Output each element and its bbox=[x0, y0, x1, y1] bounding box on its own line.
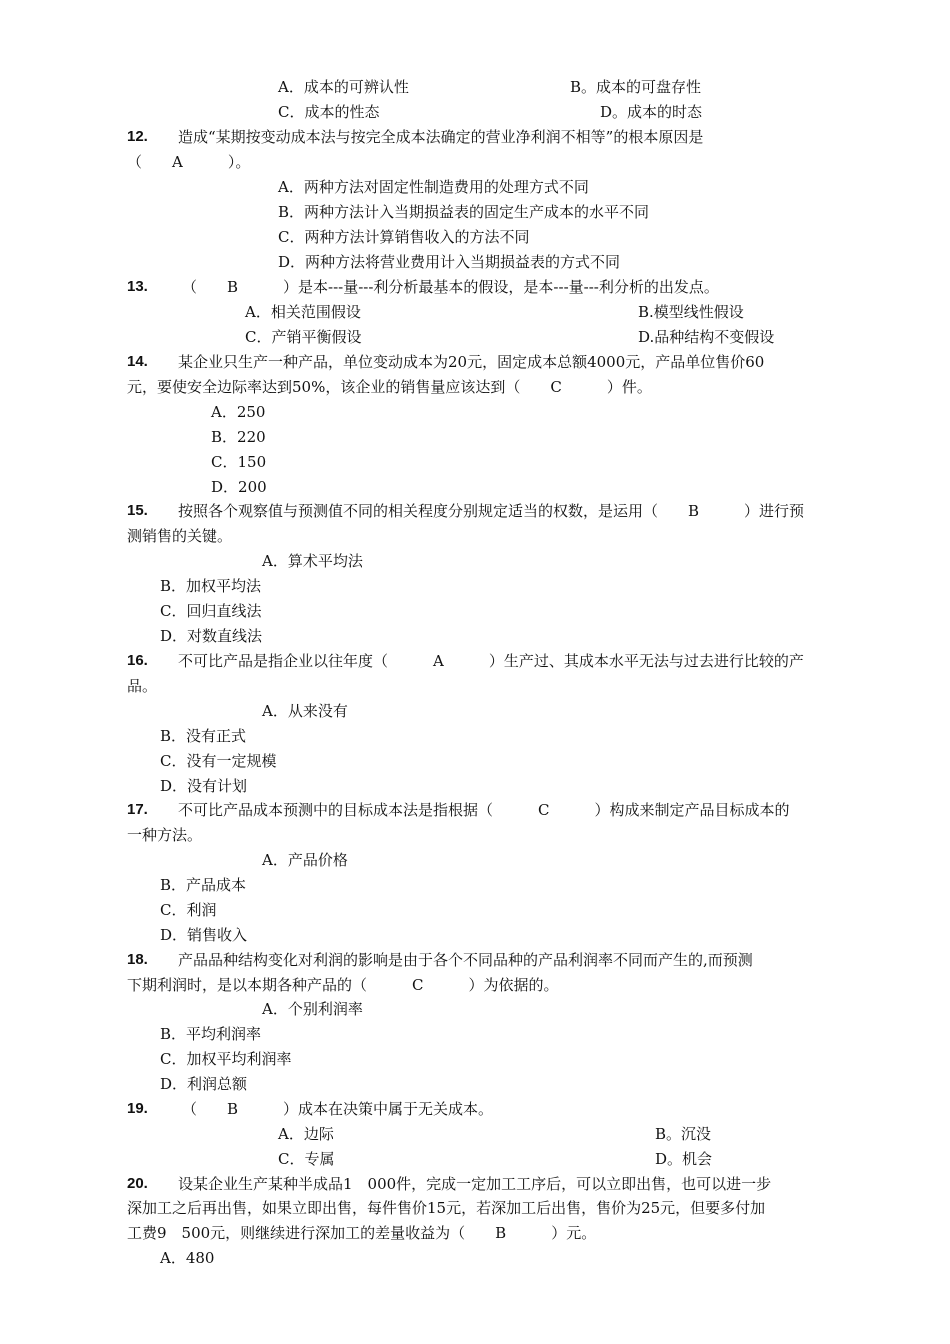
question-number-18: 18. bbox=[127, 951, 148, 968]
option-13c: C．产销平衡假设 bbox=[245, 328, 362, 346]
question-number-19: 19. bbox=[127, 1100, 148, 1117]
question-number-13: 13. bbox=[127, 278, 148, 295]
question-14-text-cont: 元，要使安全边际率达到50%，该企业的销售量应该达到（ C ）件。 bbox=[127, 378, 652, 396]
question-19-text: （ B ）成本在决策中属于无关成本。 bbox=[182, 1100, 494, 1118]
option-11c: C．成本的性态 bbox=[278, 103, 380, 121]
option-14a: A．250 bbox=[211, 403, 266, 421]
question-number-20: 20. bbox=[127, 1175, 148, 1192]
question-13-text: （ B ）是本---量---利分析最基本的假设，是本---量---利分析的出发点。 bbox=[182, 278, 719, 296]
option-19d: D。机会 bbox=[655, 1150, 713, 1168]
option-11a: A．成本的可辨认性 bbox=[278, 78, 409, 96]
question-12-text: 造成“某期按变动成本法与按完全成本法确定的营业净利润不相等”的根本原因是 bbox=[178, 128, 704, 146]
question-17-text: 不可比产品成本预测中的目标成本法是指根据（ C ）构成来制定产品目标成本的 bbox=[178, 801, 790, 819]
question-15-text: 按照各个观察值与预测值不同的相关程度分别规定适当的权数，是运用（ B ）进行预 bbox=[178, 502, 805, 520]
option-18d: D．利润总额 bbox=[160, 1075, 248, 1093]
question-number-14: 14. bbox=[127, 353, 148, 370]
option-14b: B．220 bbox=[211, 428, 266, 446]
option-18b: B．平均利润率 bbox=[160, 1025, 262, 1043]
option-17a: A．产品价格 bbox=[262, 851, 348, 869]
option-18c: C．加权平均利润率 bbox=[160, 1050, 292, 1068]
option-17b: B．产品成本 bbox=[160, 876, 247, 894]
option-16a: A．从来没有 bbox=[262, 702, 348, 720]
question-20-text-cont-1: 深加工之后再出售，如果立即出售，每件售价15元，若深加工后出售，售价为25元，但要多付加 bbox=[127, 1199, 766, 1217]
option-16d: D．没有计划 bbox=[160, 777, 248, 795]
question-number-12: 12. bbox=[127, 128, 148, 145]
option-15c: C．回归直线法 bbox=[160, 602, 262, 620]
option-12d: D．两种方法将营业费用计入当期损益表的方式不同 bbox=[278, 253, 621, 271]
option-13b: B.模型线性假设 bbox=[638, 303, 744, 321]
question-14-text: 某企业只生产一种产品，单位变动成本为20元，固定成本总额4000元，产品单位售价60 bbox=[178, 353, 765, 371]
option-18a: A．个别利润率 bbox=[262, 1000, 363, 1018]
question-18-text: 产品品种结构变化对利润的影响是由于各个不同品种的产品利润率不同而产生的,而预测 bbox=[178, 951, 753, 969]
option-19a: A．边际 bbox=[278, 1125, 334, 1143]
option-19b: B。沉没 bbox=[655, 1125, 712, 1143]
option-12c: C．两种方法计算销售收入的方法不同 bbox=[278, 228, 530, 246]
option-16c: C．没有一定规模 bbox=[160, 752, 277, 770]
question-18-text-cont: 下期利润时，是以本期各种产品的（ C ）为依据的。 bbox=[127, 976, 559, 994]
option-14c: C．150 bbox=[211, 453, 267, 471]
option-12b: B．两种方法计入当期损益表的固定生产成本的水平不同 bbox=[278, 203, 650, 221]
question-16-text: 不可比产品是指企业以往年度（ A ）生产过、其成本水平无法与过去进行比较的产 bbox=[178, 652, 804, 670]
option-13d: D.品种结构不变假设 bbox=[638, 328, 775, 346]
option-17d: D．销售收入 bbox=[160, 926, 248, 944]
option-16b: B．没有正式 bbox=[160, 727, 247, 745]
option-19c: C．专属 bbox=[278, 1150, 335, 1168]
option-20a: A．480 bbox=[160, 1249, 215, 1267]
option-11b: B。成本的可盘存性 bbox=[570, 78, 702, 96]
question-12-answer: （ A ）。 bbox=[127, 153, 251, 171]
option-12a: A．两种方法对固定性制造费用的处理方式不同 bbox=[278, 178, 589, 196]
question-16-text-cont: 品。 bbox=[127, 677, 158, 695]
option-13a: A．相关范围假设 bbox=[245, 303, 361, 321]
question-number-17: 17. bbox=[127, 801, 148, 818]
option-14d: D．200 bbox=[211, 478, 267, 496]
option-15d: D．对数直线法 bbox=[160, 627, 263, 645]
option-15b: B．加权平均法 bbox=[160, 577, 262, 595]
question-20-text-cont-2: 工费9 500元，则继续进行深加工的差量收益为（ B ）元。 bbox=[127, 1224, 597, 1242]
option-11d: D。成本的时态 bbox=[600, 103, 703, 121]
question-number-16: 16. bbox=[127, 652, 148, 669]
option-17c: C．利润 bbox=[160, 901, 217, 919]
question-17-text-cont: 一种方法。 bbox=[127, 826, 203, 844]
question-20-text: 设某企业生产某种半成品1 000件，完成一定加工工序后，可以立即出售，也可以进一步 bbox=[178, 1175, 772, 1193]
question-15-text-cont: 测销售的关键。 bbox=[127, 527, 233, 545]
option-15a: A．算术平均法 bbox=[262, 552, 363, 570]
question-number-15: 15. bbox=[127, 502, 148, 519]
